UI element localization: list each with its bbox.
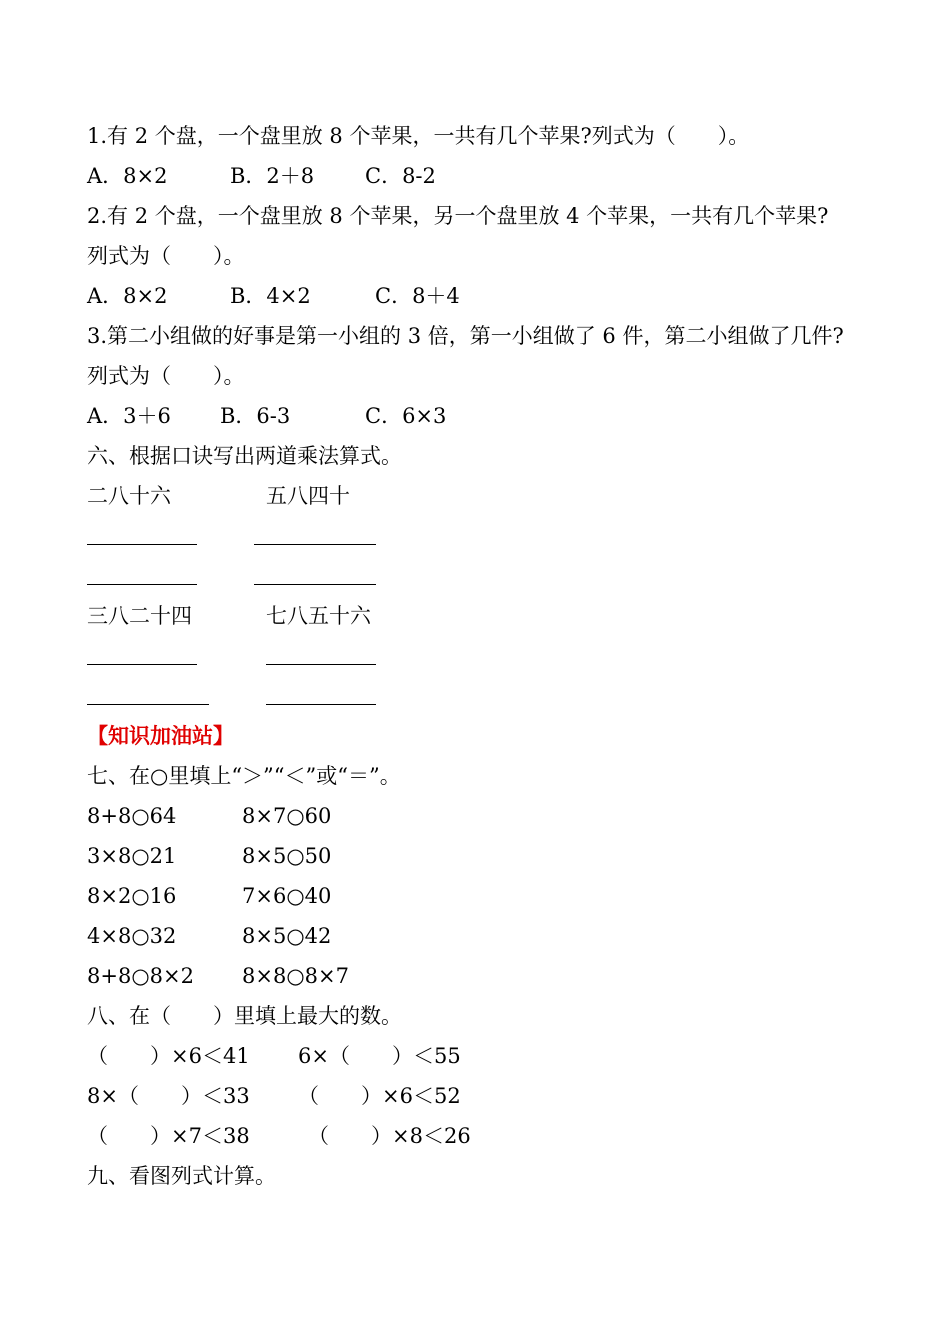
max-fill-right-3: （ ）×8＜26 <box>308 1124 471 1148</box>
max-fill-right-1: 6×（ ）＜55 <box>298 1044 461 1068</box>
q2-stem: 2.有 2 个盘，一个盘里放 8 个苹果，另一个盘里放 4 个苹果，一共有几个苹果? <box>87 204 829 228</box>
compare-left-3: 8×2○16 <box>87 884 177 908</box>
compare-left-1: 8+8○64 <box>87 804 177 828</box>
compare-right-2: 8×5○50 <box>242 844 332 868</box>
q1-option-a: A．8×2 <box>87 164 168 188</box>
q3-stem-cont: 列式为（ ）。 <box>87 364 245 388</box>
compare-right-4: 8×5○42 <box>242 924 332 948</box>
rhyme-2: 五八四十 <box>266 484 350 508</box>
q2-option-c: C．8＋4 <box>375 284 460 308</box>
compare-left-2: 3×8○21 <box>87 844 177 868</box>
section7-title: 七、在○里填上“＞”“＜”或“＝”。 <box>87 764 401 788</box>
max-fill-right-2: （ ）×6＜52 <box>298 1084 461 1108</box>
answer-blank[interactable] <box>254 544 376 545</box>
rhyme-1: 二八十六 <box>87 484 171 508</box>
max-fill-left-3: （ ）×7＜38 <box>87 1124 250 1148</box>
answer-blank[interactable] <box>254 584 376 585</box>
rhyme-4: 七八五十六 <box>266 604 371 628</box>
q1-option-b: B．2＋8 <box>230 164 315 188</box>
q1-stem: 1.有 2 个盘，一个盘里放 8 个苹果，一共有几个苹果?列式为（ ）。 <box>87 124 750 148</box>
rhyme-3: 三八二十四 <box>87 604 192 628</box>
answer-blank[interactable] <box>87 544 197 545</box>
compare-right-5: 8×8○8×7 <box>242 964 349 988</box>
q2-stem-cont: 列式为（ ）。 <box>87 244 245 268</box>
section9-title: 九、看图列式计算。 <box>87 1164 276 1188</box>
q2-option-a: A．8×2 <box>87 284 168 308</box>
answer-blank[interactable] <box>87 704 209 705</box>
answer-blank[interactable] <box>87 664 197 665</box>
q1-option-c: C．8-2 <box>365 164 436 188</box>
section6-title: 六、根据口诀写出两道乘法算式。 <box>87 444 402 468</box>
compare-left-5: 8+8○8×2 <box>87 964 194 988</box>
section8-title: 八、在（ ）里填上最大的数。 <box>87 1004 402 1028</box>
knowledge-station-banner: 【知识加油站】 <box>87 724 234 748</box>
answer-blank[interactable] <box>266 664 376 665</box>
q2-option-b: B．4×2 <box>230 284 311 308</box>
compare-right-1: 8×7○60 <box>242 804 332 828</box>
q3-option-b: B．6-3 <box>220 404 291 428</box>
compare-right-3: 7×6○40 <box>242 884 332 908</box>
max-fill-left-1: （ ）×6＜41 <box>87 1044 250 1068</box>
q3-option-c: C．6×3 <box>365 404 447 428</box>
q3-option-a: A．3＋6 <box>87 404 171 428</box>
compare-left-4: 4×8○32 <box>87 924 177 948</box>
answer-blank[interactable] <box>87 584 197 585</box>
max-fill-left-2: 8×（ ）＜33 <box>87 1084 250 1108</box>
answer-blank[interactable] <box>266 704 376 705</box>
q3-stem: 3.第二小组做的好事是第一小组的 3 倍，第一小组做了 6 件，第二小组做了几件? <box>87 324 844 348</box>
